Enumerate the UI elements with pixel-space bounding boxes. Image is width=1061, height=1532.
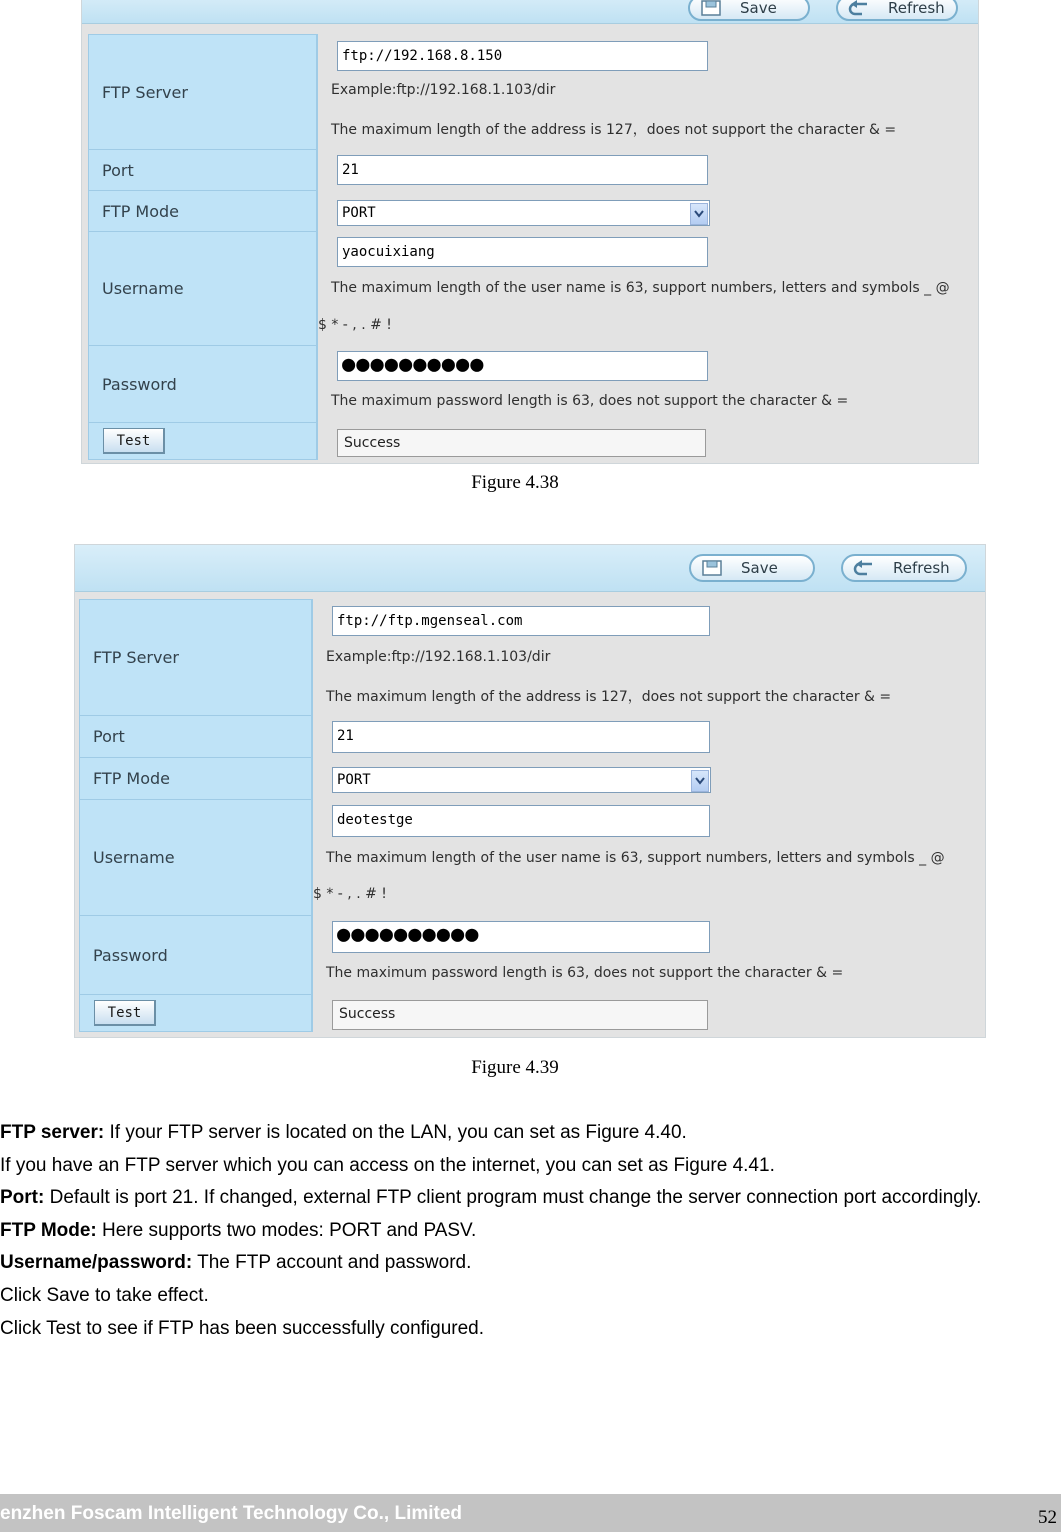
mode-term: FTP Mode:	[0, 1219, 97, 1241]
ftp-mode-select[interactable]	[332, 767, 711, 793]
username-cell	[312, 800, 945, 916]
username-label: Username	[89, 232, 317, 346]
username-label: Username	[80, 800, 312, 916]
ftp-server-paragraph	[0, 1117, 1061, 1150]
username-hint: The maximum length of the user name is 63, support numbers, letters and symbols _ @	[326, 850, 945, 866]
save-label: Save	[740, 0, 777, 17]
test-button[interactable]: Test	[103, 428, 165, 454]
ftp-settings-table	[79, 599, 945, 1032]
figure-caption-2: Figure 4.39	[471, 1057, 559, 1078]
user-paragraph	[0, 1247, 1061, 1280]
port-label: Port	[80, 716, 312, 758]
test-result-cell	[317, 423, 401, 460]
refresh-button[interactable]	[836, 0, 958, 21]
test-result-cell	[312, 995, 396, 1032]
test-result-field: Success	[332, 1000, 708, 1030]
floppy-disk-icon	[701, 559, 723, 577]
refresh-label: Refresh	[893, 559, 950, 577]
user-description: The FTP account and password.	[192, 1252, 472, 1274]
password-label: Password	[80, 916, 312, 995]
password-cell	[312, 916, 844, 995]
test-button[interactable]: Test	[94, 1000, 156, 1026]
username-input[interactable]: deotestge	[332, 805, 710, 837]
ftp-server-example: Example:ftp://192.168.1.103/dir	[331, 82, 556, 98]
ftp-server-hint: The maximum length of the address is 127，does not support the character & =	[326, 689, 892, 705]
ftp-mode-cell	[317, 191, 376, 232]
ftp-settings-table	[88, 34, 950, 460]
username-hint-symbols: $ * - , . # !	[318, 317, 392, 333]
ftp-server-example: Example:ftp://192.168.1.103/dir	[326, 649, 551, 665]
company-name: enzhen Foscam Intelligent Technology Co., Limited	[0, 1503, 463, 1524]
ftp-mode-value: PORT	[337, 772, 371, 788]
port-cell	[317, 150, 359, 191]
mode-description: Here supports two modes: PORT and PASV.	[96, 1219, 477, 1241]
save-label: Save	[741, 559, 778, 577]
password-hint: The maximum password length is 63, does not support the character & =	[331, 393, 849, 409]
toolbar	[82, 0, 978, 24]
internet-paragraph: If you have an FTP server which you can access on the internet, you can set as Figure 4.41.	[0, 1154, 775, 1176]
port-paragraph	[0, 1182, 1061, 1215]
ftp-mode-label: FTP Mode	[80, 758, 312, 800]
ftp-server-label: FTP Server	[80, 600, 312, 716]
ftp-mode-value: PORT	[342, 205, 376, 221]
username-cell	[317, 232, 950, 346]
save-button[interactable]	[689, 554, 815, 582]
test-button-cell	[80, 995, 312, 1032]
ftp-mode-label: FTP Mode	[89, 191, 317, 232]
password-hint: The maximum password length is 63, does not support the character & =	[326, 965, 844, 981]
refresh-label: Refresh	[888, 0, 945, 17]
ftp-server-label: FTP Server	[89, 35, 317, 150]
ftp-server-term: FTP server:	[0, 1122, 105, 1143]
ftp-server-input[interactable]: ftp://192.168.8.150	[337, 41, 708, 71]
save-paragraph: Click Save to take effect.	[0, 1284, 209, 1306]
password-input[interactable]: ●●●●●●●●●●	[332, 921, 710, 953]
ftp-server-input[interactable]: ftp://ftp.mgenseal.com	[332, 606, 710, 636]
page-footer	[0, 1494, 1061, 1532]
port-input[interactable]: 21	[337, 155, 708, 185]
port-term: Port:	[0, 1187, 45, 1209]
port-cell	[312, 716, 354, 758]
ftp-server-cell	[317, 35, 897, 150]
toolbar	[75, 545, 985, 592]
user-term: Username/password:	[0, 1252, 193, 1274]
ftp-mode-select[interactable]	[337, 200, 710, 226]
figure-caption-1: Figure 4.38	[471, 472, 559, 493]
refresh-button[interactable]	[841, 554, 967, 582]
ftp-mode-cell	[312, 758, 371, 800]
test-button-cell	[89, 423, 317, 460]
ftp-server-description: If your FTP server is located on the LAN, you can set as Figure 4.40.	[104, 1122, 687, 1143]
password-cell	[317, 346, 849, 423]
mode-paragraph	[0, 1215, 1061, 1248]
port-input[interactable]: 21	[332, 721, 710, 753]
floppy-disk-icon	[700, 0, 722, 17]
chevron-down-icon[interactable]	[690, 203, 708, 225]
description-text	[0, 1117, 1061, 1345]
username-input[interactable]: yaocuixiang	[337, 237, 708, 267]
password-input[interactable]: ●●●●●●●●●●	[337, 351, 708, 381]
port-label: Port	[89, 150, 317, 191]
ftp-server-hint: The maximum length of the address is 127，does not support the character & =	[331, 122, 897, 138]
save-button[interactable]	[688, 0, 810, 21]
page-number: 52	[1038, 1507, 1057, 1528]
refresh-arrow-icon	[853, 559, 875, 577]
username-hint-symbols: $ * - , . # !	[313, 886, 387, 902]
ftp-server-cell	[312, 600, 892, 716]
port-description: Default is port 21. If changed, external FTP client program must change the server connection port accordingly.	[44, 1187, 982, 1209]
ftp-settings-panel-2	[74, 544, 986, 1038]
refresh-arrow-icon	[848, 0, 870, 17]
test-paragraph: Click Test to see if FTP has been successfully configured.	[0, 1317, 485, 1339]
test-result-field: Success	[337, 429, 706, 457]
username-hint: The maximum length of the user name is 63, support numbers, letters and symbols _ @	[331, 280, 950, 296]
password-label: Password	[89, 346, 317, 423]
chevron-down-icon[interactable]	[691, 770, 709, 792]
ftp-settings-panel-1	[81, 0, 979, 464]
